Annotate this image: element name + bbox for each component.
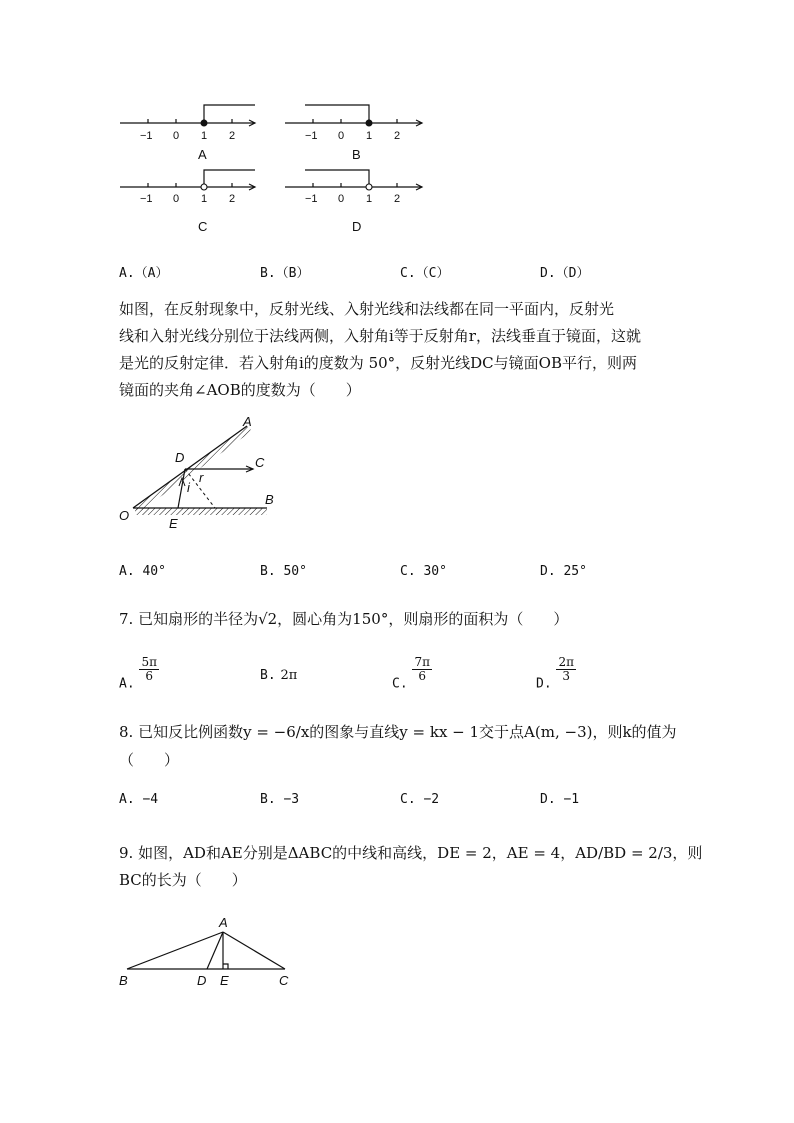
tick-label: 1 <box>201 193 208 205</box>
q6-line-2: 线和入射光线分别位于法线两侧，入射角i等于反射角r，法线垂直于镜面，这就 <box>119 327 641 345</box>
q9-question-line-1: 9. 如图，AD和AE分别是ΔABC的中线和高线，DE = 2，AE = 4，AD/BD = 2/3，则 <box>119 844 703 862</box>
option-prefix: C. <box>392 676 408 692</box>
label-c: C <box>279 973 289 988</box>
q9-question-line-2: BC的长为（ ） <box>119 871 247 889</box>
numerator: 7π <box>414 655 430 669</box>
q6-line-3: 是光的反射定律．若入射角i的度数为 50°，反射光线DC与镜面OB平行，则两 <box>119 354 637 372</box>
denominator: 6 <box>145 669 154 684</box>
q8-option-c[interactable]: C. −2 <box>400 792 440 807</box>
label-a: A <box>243 414 252 429</box>
diagram-label-a: A <box>198 147 207 162</box>
q6-option-d[interactable]: D. 25° <box>540 564 587 579</box>
q6-option-a[interactable]: A. 40° <box>119 564 166 579</box>
q5-option-a[interactable]: A.（A） <box>119 266 169 281</box>
q6-option-c[interactable]: C. 30° <box>400 564 447 579</box>
label-d: D <box>175 450 185 465</box>
tick-label: 2 <box>229 130 236 142</box>
label-e: E <box>169 516 178 531</box>
q7-option-b[interactable] <box>260 667 297 682</box>
q5-number-lines <box>110 95 440 245</box>
option-prefix: B. <box>260 668 276 683</box>
fraction <box>556 656 576 683</box>
label-c: C <box>255 455 265 470</box>
label-d: D <box>197 973 207 988</box>
q7-question: 7. 已知扇形的半径为√2，圆心角为150°，则扇形的面积为（ ） <box>119 610 569 628</box>
numerator: 2π <box>558 655 574 669</box>
tick-label: 1 <box>366 193 373 205</box>
fraction <box>139 656 159 683</box>
option-value: 2π <box>280 668 298 683</box>
q8-option-a[interactable]: A. −4 <box>119 792 159 807</box>
q6-question <box>119 296 679 404</box>
tick-label: 2 <box>229 193 236 205</box>
q5-option-b[interactable]: B.（B） <box>260 266 310 281</box>
numerator: 5π <box>141 655 157 669</box>
denominator: 3 <box>562 669 571 684</box>
tick-label: 2 <box>394 130 401 142</box>
tick-label: 1 <box>201 130 208 142</box>
q8-question-line-1: 8. 已知反比例函数y = −6/x的图象与直线y = kx − 1交于点A(m, −3)，则k的值为 <box>119 723 677 741</box>
tick-label: −1 <box>140 193 153 205</box>
fraction <box>412 656 432 683</box>
option-prefix: D. <box>536 676 552 692</box>
tick-label: −1 <box>305 130 318 142</box>
tick-label: 2 <box>394 193 401 205</box>
q6-reflection-figure <box>115 412 285 534</box>
q6-line-1: 如图，在反射现象中，反射光线、入射光线和法线都在同一平面内，反射光 <box>119 300 615 318</box>
q6-line-4: 镜面的夹角∠AOB的度数为（ ） <box>119 381 361 399</box>
tick-label: −1 <box>140 130 153 142</box>
diagram-label-b: B <box>352 147 361 162</box>
q6-option-b[interactable]: B. 50° <box>260 564 307 579</box>
q5-option-c[interactable]: C.（C） <box>400 266 450 281</box>
label-b: B <box>265 492 274 507</box>
denominator: 6 <box>418 669 427 684</box>
label-a: A <box>219 915 228 930</box>
tick-label: 0 <box>173 130 180 142</box>
label-b: B <box>119 973 128 988</box>
q9-triangle-figure <box>115 912 300 992</box>
tick-label: 1 <box>366 130 373 142</box>
q7-option-c[interactable] <box>392 656 432 691</box>
label-e: E <box>220 973 229 988</box>
q8-question-line-2: （ ） <box>119 751 180 769</box>
option-prefix: A. <box>119 676 135 692</box>
q8-option-d[interactable]: D. −1 <box>540 792 580 807</box>
q8-option-b[interactable]: B. −3 <box>260 792 300 807</box>
label-o: O <box>119 508 130 523</box>
tick-label: 0 <box>338 130 345 142</box>
q7-option-d[interactable] <box>536 656 576 691</box>
tick-label: 0 <box>173 193 180 205</box>
diagram-label-c: C <box>198 219 208 234</box>
tick-label: −1 <box>305 193 318 205</box>
label-i: i <box>187 480 190 495</box>
label-r: r <box>199 470 204 485</box>
tick-label: 0 <box>338 193 345 205</box>
diagram-label-d: D <box>352 219 362 234</box>
q7-option-a[interactable] <box>119 656 159 691</box>
q5-option-d[interactable]: D.（D） <box>540 266 590 281</box>
